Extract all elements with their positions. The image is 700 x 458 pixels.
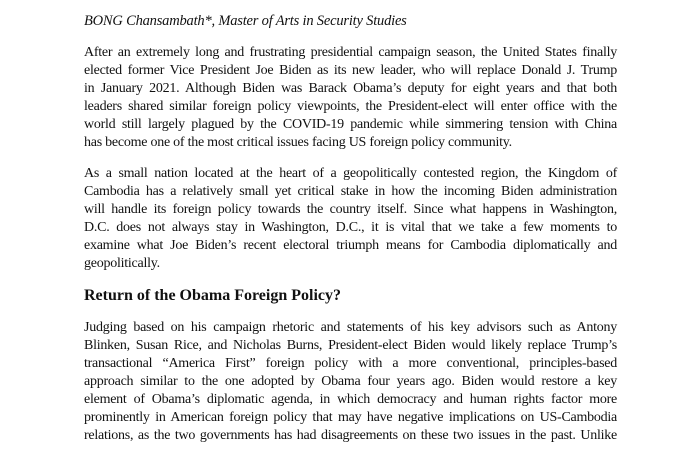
section-heading: Return of the Obama Foreign Policy? — [84, 287, 342, 304]
text-line: world still largely plagued by the COVID-19 pandemic while simmering tension with China — [84, 117, 617, 132]
paragraph-cambodia — [84, 165, 617, 273]
text-line: in January 2021. Although Biden was Barack Obama’s deputy for eight years and that both — [84, 81, 617, 96]
text-line: After an extremely long and frustrating presidential campaign season, the United States finally — [84, 45, 617, 60]
text-line: has become one of the most critical issues facing US foreign policy community. — [84, 135, 512, 150]
text-line: D.C. does not always stay in Washington, D.C., it is vital that we take a few moments to — [84, 220, 617, 235]
document-page — [84, 11, 617, 458]
text-line: approach similar to the one adopted by Obama four years ago. Biden would restore a key — [84, 374, 617, 389]
paragraph-obama-policy — [84, 319, 617, 445]
text-line: geopolitically. — [84, 256, 160, 271]
text-line: relations, as the two governments has had disagreements on these two issues in the past. Unlike — [84, 428, 617, 443]
text-line: Judging based on his campaign rhetoric and statements of his key advisors such as Antony — [84, 320, 617, 335]
text-line: examine what Joe Biden’s recent electoral triumph means for Cambodia diplomatically and — [84, 238, 617, 253]
text-line: leaders shared similar foreign policy viewpoints, the President-elect will enter office with the — [84, 99, 617, 114]
text-line: As a small nation located at the heart of a geopolitically contested region, the Kingdom of — [84, 166, 617, 181]
text-line: transactional “America First” foreign policy with a more conventional, principles-based — [84, 356, 617, 371]
text-line: prominently in American foreign policy that may have negative implications on US-Cambodia — [84, 410, 617, 425]
text-line: will handle its foreign policy towards the country itself. Since what happens in Washington, — [84, 202, 617, 217]
author-line: BONG Chansambath*, Master of Arts in Security Studies — [84, 13, 407, 29]
text-line: elected former Vice President Joe Biden as its new leader, who will replace Donald J. Trump — [84, 63, 617, 78]
text-line: Blinken, Susan Rice, and Nicholas Burns, President-elect Biden would likely replace Trump’s — [84, 338, 617, 353]
text-line: Cambodia has a relatively small yet critical stake in how the incoming Biden administration — [84, 184, 617, 199]
text-line: element of Obama’s diplomatic agenda, in which democracy and human rights factor more — [84, 392, 617, 407]
paragraph-intro — [84, 44, 617, 152]
